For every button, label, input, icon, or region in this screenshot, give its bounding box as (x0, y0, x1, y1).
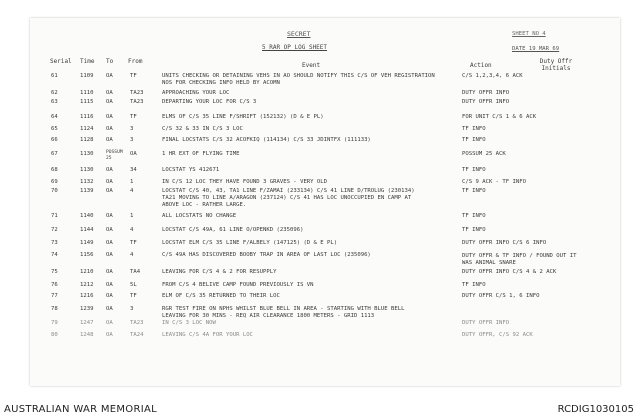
event-text: LOCSTAT C/S 40, 43, TA1 LINE F/ZAMAI (233134) C/S 41 LINE D/TROLUG (230134) (162, 188, 415, 194)
header-initials: Duty Offr Initials (539, 58, 573, 72)
log-row (0, 214, 640, 226)
from-cell: TA23 (130, 99, 144, 105)
log-row (0, 74, 640, 86)
serial-cell: 69 (51, 179, 58, 185)
time-cell: 1130 (80, 151, 94, 157)
action-text: DUTY OFFR INFO C/S 6 INFO (462, 240, 547, 246)
time-cell: 1239 (80, 306, 94, 312)
log-row (0, 307, 640, 319)
time-cell: 1132 (80, 179, 94, 185)
to-cell: OA (106, 293, 113, 299)
to-cell: OA (106, 188, 113, 194)
time-cell: 1149 (80, 240, 94, 246)
serial-cell: 72 (51, 227, 58, 233)
from-cell: OA (130, 151, 137, 157)
time-cell: 1247 (80, 320, 94, 326)
event-text: FINAL LOCSTATS C/S 32 ACOFKIQ (114134) C/S 33 JDINTFX (111133) (162, 137, 371, 143)
log-row (0, 152, 640, 164)
time-cell: 1144 (80, 227, 94, 233)
serial-cell: 70 (51, 188, 58, 194)
to-cell: OA (106, 320, 113, 326)
to-cell: OA (106, 213, 113, 219)
to-cell: OA (106, 137, 113, 143)
footer-id: RCDIG1030105 (557, 404, 634, 415)
to-cell: OA (106, 73, 113, 79)
action-text: DUTY OFFR INFO (462, 99, 510, 105)
action-text: FOR UNIT C/S 1 & 6 ACK (462, 114, 537, 120)
from-cell: TA4 (130, 269, 141, 275)
time-cell: 1248 (80, 332, 94, 338)
header-event: Event (302, 62, 321, 69)
to-cell: OA (106, 332, 113, 338)
log-row (0, 333, 640, 345)
time-cell: 1109 (80, 73, 94, 79)
serial-cell: 62 (51, 90, 58, 96)
footer (0, 400, 640, 417)
action-text: DUTY OFFR, C/S 92 ACK (462, 332, 533, 338)
from-cell: 3 (130, 126, 134, 132)
event-text: C/S 49A HAS DISCOVERED BOOBY TRAP IN AREA OF LAST LOC (235096) (162, 252, 371, 258)
to-cell: OA (106, 282, 113, 288)
event-text: ELMS OF C/S 35 LINE F/SHRIFT (152132) (D & E PL) (162, 114, 324, 120)
time-cell: 1128 (80, 137, 94, 143)
event-text: ABOVE LOC - RATHER LARGE. (162, 202, 247, 208)
serial-cell: 79 (51, 320, 58, 326)
serial-cell: 75 (51, 269, 58, 275)
document-date: DATE 19 MAR 69 (512, 46, 560, 52)
to-cell: OA (106, 240, 113, 246)
log-row (0, 321, 640, 333)
to-cell: OA (106, 227, 113, 233)
event-text: 1 HR EXT OF FLYING TIME (162, 151, 240, 157)
from-cell: TF (130, 240, 137, 246)
log-row (0, 115, 640, 127)
action-text: C/S 1,2,3,4, 6 ACK (462, 73, 523, 79)
serial-cell: 63 (51, 99, 58, 105)
header-serial: Serial (50, 58, 72, 65)
event-text: FROM C/S 4 BELIVE CAMP FOUND PREVIOUSLY IS VN (162, 282, 314, 288)
from-cell: TF (130, 114, 137, 120)
from-cell: 4 (130, 188, 134, 194)
from-cell: 4 (130, 252, 134, 258)
action-text: TF INFO (462, 227, 486, 233)
from-cell: TA23 (130, 90, 144, 96)
event-text: LEAVING FOR C/S 4 & 2 FOR RESUPPLY (162, 269, 277, 275)
log-row (0, 270, 640, 282)
event-text: DEPARTING YOUR LOC FOR C/S 3 (162, 99, 257, 105)
to-cell: OA (106, 126, 113, 132)
to-cell: OA (106, 167, 113, 173)
from-cell: TF (130, 73, 137, 79)
serial-cell: 64 (51, 114, 58, 120)
to-cell: POSSUM 25 (106, 150, 123, 161)
time-cell: 1124 (80, 126, 94, 132)
action-text: DUTY OFFR INFO (462, 90, 510, 96)
action-text: TF INFO (462, 282, 486, 288)
time-cell: 1210 (80, 269, 94, 275)
event-text: LEAVING FOR 30 MINS - REQ AIR CLEARANCE 1800 METERS - GRID 1113 (162, 313, 375, 319)
action-text: TF INFO (462, 213, 486, 219)
from-cell: TA24 (130, 332, 144, 338)
from-cell: 3 (130, 306, 134, 312)
event-text: TA21 MOVING TO LINE A/ARAGON (237124) C/S 41 HAS LOC UNOCCUPIED EN CAMP AT (162, 195, 412, 201)
time-cell: 1110 (80, 90, 94, 96)
header-action: Action (470, 62, 492, 69)
time-cell: 1156 (80, 252, 94, 258)
time-cell: 1139 (80, 188, 94, 194)
serial-cell: 66 (51, 137, 58, 143)
serial-cell: 74 (51, 252, 58, 258)
action-text: TF INFO (462, 126, 486, 132)
time-cell: 1216 (80, 293, 94, 299)
to-cell: OA (106, 269, 113, 275)
time-cell: 1212 (80, 282, 94, 288)
header-from: From (128, 58, 143, 65)
event-text: ELM OF C/S 35 RETURNED TO THEIR LOC (162, 293, 280, 299)
serial-cell: 65 (51, 126, 58, 132)
to-cell: OA (106, 306, 113, 312)
event-text: APPROACHING YOUR LOC (162, 90, 230, 96)
action-text: DUTY OFFR & TF INFO / FOUND OUT IT WAS ANIMAL SNARE (462, 253, 577, 266)
action-text: POSSUM 25 ACK (462, 151, 506, 157)
to-cell: OA (106, 252, 113, 258)
serial-cell: 67 (51, 151, 58, 157)
log-row (0, 188, 640, 208)
log-row (0, 138, 640, 150)
event-text: IN C/S 3 LOC NOW (162, 320, 216, 326)
event-text: LOCSTAT YS 412671 (162, 167, 220, 173)
from-cell: 4 (130, 227, 134, 233)
to-cell: OA (106, 114, 113, 120)
action-text: DUTY OFFR INFO C/S 4 & 2 ACK (462, 269, 557, 275)
event-text: IN C/S 12 LOC THEY HAVE FOUND 3 GRAVES - VERY OLD (162, 179, 328, 185)
to-cell: OA (106, 90, 113, 96)
serial-cell: 77 (51, 293, 58, 299)
action-text: TF INFO (462, 188, 486, 194)
to-cell: OA (106, 179, 113, 185)
page-title: 5 RAR OP LOG SHEET (262, 44, 328, 51)
from-cell: TF (130, 293, 137, 299)
log-row (0, 100, 640, 112)
event-text: NOS FOR CHECKING INFO HELD BY ACOMN (162, 80, 280, 86)
time-cell: 1116 (80, 114, 94, 120)
classification-marking: SECRET (287, 30, 311, 38)
time-cell: 1130 (80, 167, 94, 173)
from-cell: TA23 (130, 320, 144, 326)
sheet-number: SHEET NO 4 (512, 31, 546, 37)
from-cell: 1 (130, 213, 134, 219)
time-cell: 1140 (80, 213, 94, 219)
to-cell: OA (106, 99, 113, 105)
event-text: ALL LOCSTATS NO CHANGE (162, 213, 237, 219)
event-text: UNITS CHECKING OR DETAINING VEHS IN AO SHOULD NOTIFY THIS C/S OF VEH REGISTRATION (162, 73, 435, 79)
from-cell: 5L (130, 282, 137, 288)
log-row (0, 294, 640, 306)
serial-cell: 78 (51, 306, 58, 312)
from-cell: 3 (130, 137, 134, 143)
serial-cell: 76 (51, 282, 58, 288)
serial-cell: 71 (51, 213, 58, 219)
event-text: LOCSTAT ELM C/S 35 LINE F/ALBELY (147125) (D & E PL) (162, 240, 338, 246)
serial-cell: 68 (51, 167, 58, 173)
from-cell: 34 (130, 167, 137, 173)
action-text: DUTY OFFR C/S 1, 6 INFO (462, 293, 540, 299)
header-time: Time (80, 58, 95, 65)
action-text: C/S 9 ACK - TF INFO (462, 179, 526, 185)
log-row (0, 253, 640, 265)
action-text: DUTY OFFR INFO (462, 320, 510, 326)
event-text: LOCSTAT C/S 49A, 61 LINE O/OPENKD (235096) (162, 227, 304, 233)
from-cell: 1 (130, 179, 134, 185)
event-text: C/S 32 & 33 IN C/S 3 LOC (162, 126, 243, 132)
time-cell: 1115 (80, 99, 94, 105)
serial-cell: 61 (51, 73, 58, 79)
footer-source: AUSTRALIAN WAR MEMORIAL (4, 404, 157, 415)
header-to: To (106, 58, 114, 65)
log-row (0, 228, 640, 240)
event-text: RGR TEST FIRE ON NPHS WHILST BLUE BELL IN AREA - STARTING WITH BLUE BELL (162, 306, 405, 312)
event-text: LEAVING C/S 4A FOR YOUR LOC (162, 332, 253, 338)
action-text: TF INFO (462, 167, 486, 173)
serial-cell: 80 (51, 332, 58, 338)
action-text: TF INFO (462, 137, 486, 143)
serial-cell: 73 (51, 240, 58, 246)
